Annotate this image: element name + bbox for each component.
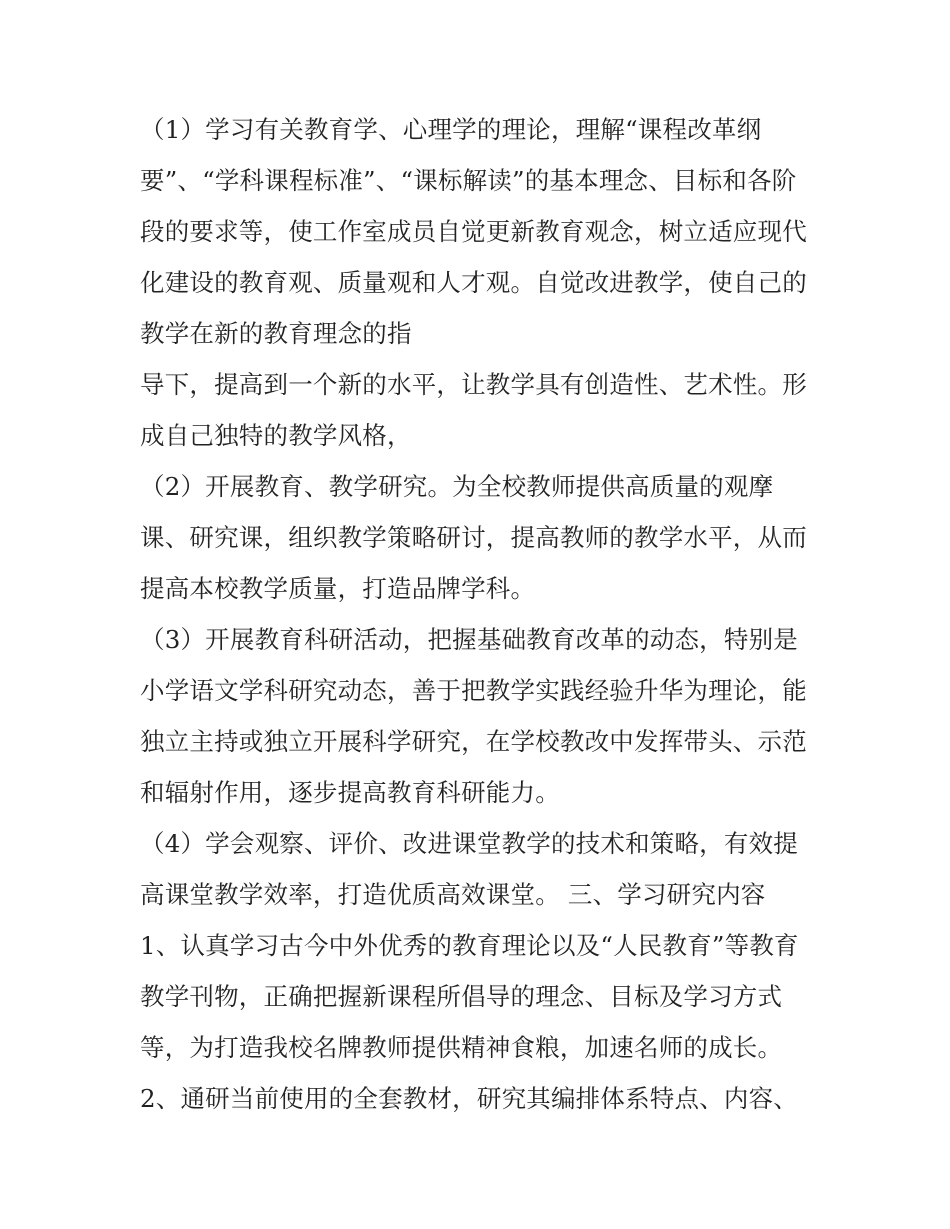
- text-line: 2、通研当前使用的全套教材，研究其编排体系特点、内容、: [140, 1084, 798, 1113]
- text-line: 教学在新的教育理念的指: [140, 319, 412, 348]
- text-line: 化建设的教育观、质量观和人才观。自觉改进教学，使自己的: [140, 268, 807, 297]
- text-line: 教学刊物，正确把握新课程所倡导的理念、目标及学习方式: [140, 982, 783, 1011]
- text-line: 要”、“学科课程标准”、“课标解读”的基本理念、目标和各阶: [140, 166, 797, 195]
- text-line: 段的要求等，使工作室成员自觉更新教育观念，树立适应现代: [140, 217, 807, 246]
- text-line: 高课堂教学效率，打造优质高效课堂。 三、学习研究内容: [140, 880, 766, 909]
- text-line: 独立主持或独立开展科学研究，在学校教改中发挥带头、示范: [140, 727, 807, 756]
- text-line: （3）开展教育科研活动，把握基础教育改革的动态，特别是: [140, 625, 798, 654]
- text-line: （1）学习有关教育学、心理学的理论，理解“课程改革纲: [140, 115, 762, 144]
- text-line: 小学语文学科研究动态，善于把教学实践经验升华为理论，能: [140, 676, 807, 705]
- text-line: 课、研究课，组织教学策略研讨，提高教师的教学水平，从而: [140, 523, 807, 552]
- text-line: 等，为打造我校名牌教师提供精神食粮，加速名师的成长。: [140, 1033, 783, 1062]
- text-line: 提高本校教学质量，打造品牌学科。: [140, 574, 536, 603]
- text-line: （2）开展教育、教学研究。为全校教师提供高质量的观摩: [140, 472, 774, 501]
- text-line: （4）学会观察、评价、改进课堂教学的技术和策略，有效提: [140, 829, 798, 858]
- document-body: [140, 104, 820, 1124]
- text-line: 和辐射作用，逐步提高教育科研能力。: [140, 778, 560, 807]
- text-line: 成自己独特的教学风格，: [140, 421, 412, 450]
- text-line: 导下，提高到一个新的水平，让教学具有创造性、艺术性。形: [140, 370, 807, 399]
- text-line: 1、认真学习古今中外优秀的教育理论以及“人民教育”等教育: [140, 931, 799, 960]
